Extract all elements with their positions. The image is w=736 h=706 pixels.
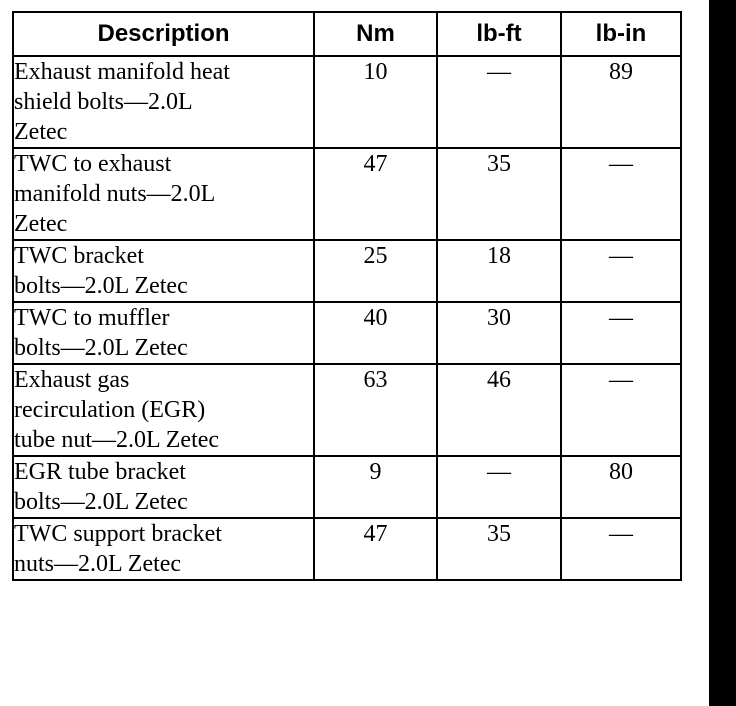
nm-cell: 47 — [314, 148, 437, 240]
header-description: Description — [13, 12, 314, 56]
lbft-cell: — — [437, 456, 561, 518]
description-cell — [13, 148, 314, 240]
torque-spec-table — [12, 11, 682, 581]
nm-cell: 47 — [314, 518, 437, 580]
lbft-cell: 46 — [437, 364, 561, 456]
page-edge-bar — [709, 0, 736, 706]
lbin-cell: — — [561, 302, 681, 364]
header-lbin: lb-in — [561, 12, 681, 56]
table-header-row — [13, 12, 681, 56]
lbin-cell: — — [561, 148, 681, 240]
nm-cell: 40 — [314, 302, 437, 364]
description-text: Exhaust gas recirculation (EGR) tube nut—2.0L Zetec — [14, 367, 220, 453]
description-cell — [13, 364, 314, 456]
description-text: TWC to muffler bolts—2.0L Zetec — [14, 305, 188, 361]
lbin-cell: — — [561, 364, 681, 456]
description-text: TWC support bracket nuts—2.0L Zetec — [14, 521, 222, 577]
description-cell — [13, 456, 314, 518]
nm-cell: 25 — [314, 240, 437, 302]
table-row — [13, 364, 681, 456]
lbin-cell: — — [561, 240, 681, 302]
description-cell — [13, 302, 314, 364]
header-nm: Nm — [314, 12, 437, 56]
description-text: EGR tube bracket bolts—2.0L Zetec — [14, 459, 188, 515]
description-text: TWC bracket bolts—2.0L Zetec — [14, 243, 188, 299]
description-cell — [13, 518, 314, 580]
table-row — [13, 148, 681, 240]
lbft-cell: — — [437, 56, 561, 148]
description-cell — [13, 240, 314, 302]
nm-cell: 9 — [314, 456, 437, 518]
lbin-cell: 89 — [561, 56, 681, 148]
header-lbft: lb-ft — [437, 12, 561, 56]
lbft-cell: 30 — [437, 302, 561, 364]
table-row — [13, 56, 681, 148]
lbft-cell: 35 — [437, 148, 561, 240]
table-row — [13, 302, 681, 364]
table-row — [13, 456, 681, 518]
description-cell — [13, 56, 314, 148]
lbft-cell: 35 — [437, 518, 561, 580]
table-row — [13, 518, 681, 580]
nm-cell: 63 — [314, 364, 437, 456]
description-text: Exhaust manifold heat shield bolts—2.0L Zetec — [14, 59, 230, 145]
lbft-cell: 18 — [437, 240, 561, 302]
nm-cell: 10 — [314, 56, 437, 148]
table-row — [13, 240, 681, 302]
lbin-cell: 80 — [561, 456, 681, 518]
description-text: TWC to exhaust manifold nuts—2.0L Zetec — [14, 151, 216, 237]
lbin-cell: — — [561, 518, 681, 580]
